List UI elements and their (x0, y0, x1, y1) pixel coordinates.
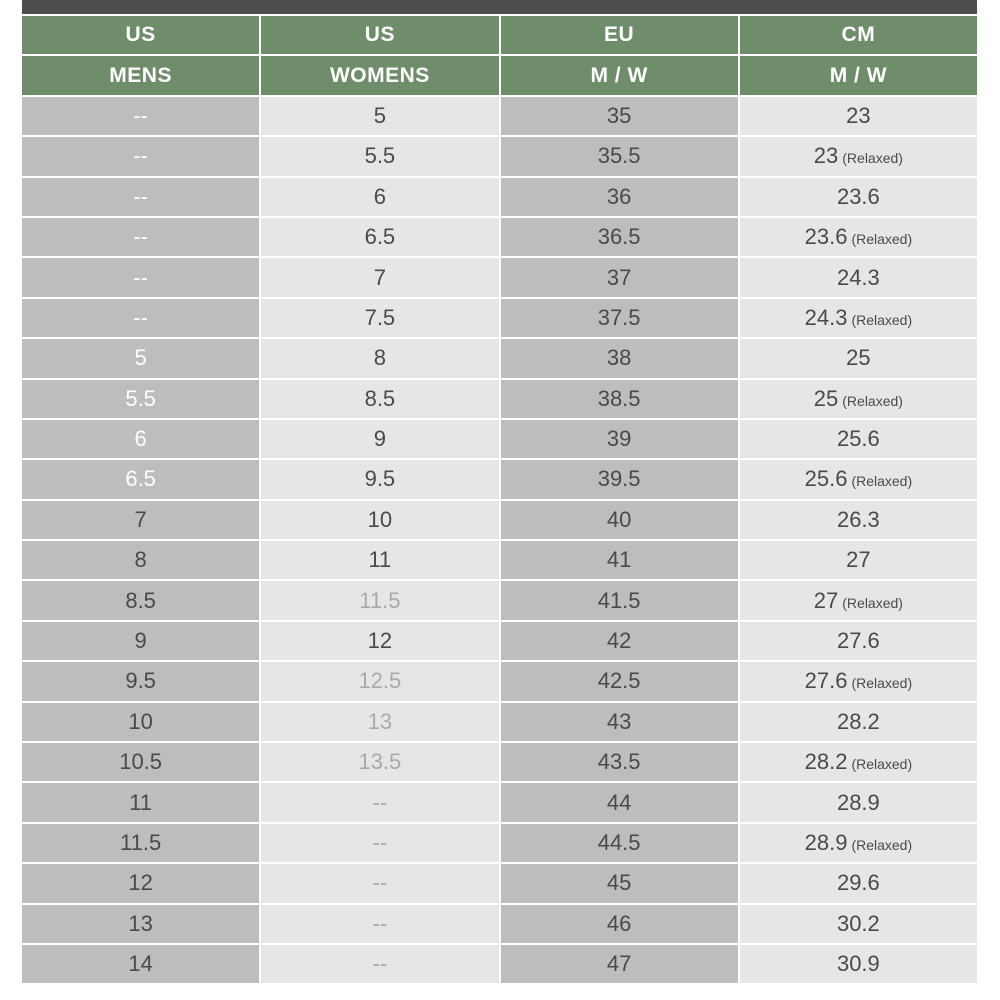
table-row (22, 460, 977, 498)
cell-cm (740, 622, 977, 660)
cm-value: 28.2 (804, 749, 848, 775)
cell-us-womens: 10 (261, 501, 498, 539)
cell-eu: 37 (501, 258, 738, 296)
header-womens: WOMENS (261, 56, 498, 94)
cm-value: 28.2 (836, 708, 880, 734)
table-row (22, 743, 977, 781)
cm-value: 23 (846, 102, 871, 128)
cell-cm (740, 137, 977, 175)
table-row (22, 905, 977, 943)
cell-cm (740, 703, 977, 741)
cell-cm (740, 420, 977, 458)
cell-us-womens: 7.5 (261, 299, 498, 337)
cell-us-womens: 11.5 (261, 581, 498, 619)
cell-us-mens: 10 (22, 703, 259, 741)
cell-cm (740, 218, 977, 256)
table-row (22, 97, 977, 135)
cell-us-womens: 8 (261, 339, 498, 377)
cell-us-mens: 9.5 (22, 662, 259, 700)
cell-eu: 39.5 (501, 460, 738, 498)
cm-value: 27 (813, 587, 839, 613)
cell-us-mens: 14 (22, 945, 259, 983)
relaxed-note: (Relaxed) (851, 675, 913, 692)
cm-value: 30.9 (836, 951, 880, 977)
table-row (22, 218, 977, 256)
cell-us-mens: 5 (22, 339, 259, 377)
cell-us-mens: 9 (22, 622, 259, 660)
cell-us-mens: -- (22, 299, 259, 337)
cell-cm (740, 945, 977, 983)
cell-cm (740, 339, 977, 377)
cell-us-womens: -- (261, 945, 498, 983)
table-row (22, 662, 977, 700)
cell-eu: 46 (501, 905, 738, 943)
cell-cm (740, 662, 977, 700)
top-bar (22, 0, 977, 14)
header-us-mens-top: US (22, 16, 259, 54)
cell-eu: 35.5 (501, 137, 738, 175)
cell-cm (740, 178, 977, 216)
cell-eu: 43 (501, 703, 738, 741)
cm-value: 26.3 (836, 506, 880, 532)
cell-cm (740, 581, 977, 619)
table-row (22, 501, 977, 539)
cell-eu: 38 (501, 339, 738, 377)
relaxed-note: (Relaxed) (851, 231, 913, 248)
cell-us-mens: 6.5 (22, 460, 259, 498)
cell-eu: 41.5 (501, 581, 738, 619)
cell-us-mens: 7 (22, 501, 259, 539)
cell-us-mens: 11 (22, 783, 259, 821)
table-row (22, 178, 977, 216)
cm-value: 25.6 (804, 466, 848, 492)
table-row (22, 581, 977, 619)
cm-value: 25 (813, 385, 839, 411)
cm-value: 28.9 (836, 789, 880, 815)
cm-value: 23.6 (804, 224, 848, 250)
table-row (22, 380, 977, 418)
table-row (22, 541, 977, 579)
cell-eu: 41 (501, 541, 738, 579)
cell-eu: 44 (501, 783, 738, 821)
cell-us-mens: -- (22, 218, 259, 256)
cell-us-mens: 6 (22, 420, 259, 458)
cm-value: 27 (846, 547, 871, 573)
cell-us-womens: 13 (261, 703, 498, 741)
cell-cm (740, 97, 977, 135)
header-eu-top: EU (501, 16, 738, 54)
cell-us-womens: -- (261, 905, 498, 943)
table-row (22, 420, 977, 458)
relaxed-note: (Relaxed) (842, 150, 903, 167)
size-chart-table (20, 14, 979, 985)
cell-us-womens: 13.5 (261, 743, 498, 781)
table-row (22, 339, 977, 377)
cm-value: 24.3 (836, 264, 880, 290)
header-row-2 (22, 56, 977, 94)
cm-value: 28.9 (804, 830, 848, 855)
cell-eu: 35 (501, 97, 738, 135)
cell-cm (740, 258, 977, 296)
table-row (22, 945, 977, 983)
header-us-womens-top: US (261, 16, 498, 54)
table-row (22, 258, 977, 296)
header-row-1 (22, 16, 977, 54)
cell-eu: 43.5 (501, 743, 738, 781)
cell-us-womens: -- (261, 783, 498, 821)
cm-value: 24.3 (804, 304, 848, 330)
cm-value: 29.6 (836, 870, 880, 896)
cell-us-womens: 11 (261, 541, 498, 579)
header-cm-top: CM (740, 16, 977, 54)
cell-us-womens: 6 (261, 178, 498, 216)
cell-cm (740, 501, 977, 539)
cell-us-mens: -- (22, 178, 259, 216)
cell-cm (740, 743, 977, 781)
cell-cm (740, 380, 977, 418)
cell-us-womens: 12 (261, 622, 498, 660)
cell-eu: 45 (501, 864, 738, 902)
cm-value: 23 (813, 143, 839, 169)
cell-eu: 42 (501, 622, 738, 660)
cell-cm (740, 299, 977, 337)
cm-value: 27.6 (804, 668, 848, 694)
cell-us-womens: 7 (261, 258, 498, 296)
cell-eu: 42.5 (501, 662, 738, 700)
cell-cm (740, 783, 977, 821)
relaxed-note: (Relaxed) (851, 756, 913, 773)
relaxed-note: (Relaxed) (851, 311, 913, 328)
cell-us-mens: 12 (22, 864, 259, 902)
cell-cm (740, 905, 977, 943)
cell-cm (740, 864, 977, 902)
cell-cm (740, 541, 977, 579)
size-rows (22, 97, 977, 984)
cm-value: 27.6 (836, 628, 880, 654)
cell-us-mens: 11.5 (22, 824, 259, 862)
cell-us-mens: 8 (22, 541, 259, 579)
table-row (22, 299, 977, 337)
cm-value: 25.6 (836, 426, 880, 452)
cell-us-womens: 5 (261, 97, 498, 135)
cell-us-womens: 8.5 (261, 380, 498, 418)
cm-value: 25 (846, 345, 871, 371)
cell-us-mens: 13 (22, 905, 259, 943)
cell-us-womens: 5.5 (261, 137, 498, 175)
cell-us-mens: 8.5 (22, 581, 259, 619)
header-eu-mw: M / W (501, 56, 738, 94)
cell-eu: 39 (501, 420, 738, 458)
table-row (22, 137, 977, 175)
cell-us-womens: 12.5 (261, 662, 498, 700)
cell-us-womens: 9 (261, 420, 498, 458)
cell-us-womens: 9.5 (261, 460, 498, 498)
cell-eu: 37.5 (501, 299, 738, 337)
cell-cm (740, 824, 977, 862)
table-row (22, 824, 977, 862)
table-row (22, 783, 977, 821)
relaxed-note: (Relaxed) (842, 594, 903, 611)
cm-value: 30.2 (836, 910, 880, 936)
relaxed-note: (Relaxed) (842, 392, 903, 409)
header-mens: MENS (22, 56, 259, 94)
cell-us-mens: 10.5 (22, 743, 259, 781)
cell-us-womens: 6.5 (261, 218, 498, 256)
table-row (22, 622, 977, 660)
cell-cm (740, 460, 977, 498)
cell-eu: 36.5 (501, 218, 738, 256)
cell-us-mens: -- (22, 258, 259, 296)
cell-eu: 44.5 (501, 824, 738, 862)
cell-eu: 47 (501, 945, 738, 983)
relaxed-note: (Relaxed) (851, 837, 913, 853)
relaxed-note: (Relaxed) (851, 473, 913, 490)
cell-us-mens: 5.5 (22, 380, 259, 418)
header-cm-mw: M / W (740, 56, 977, 94)
cell-us-womens: -- (261, 864, 498, 902)
cell-eu: 38.5 (501, 380, 738, 418)
cell-eu: 36 (501, 178, 738, 216)
cm-value: 23.6 (836, 183, 880, 209)
cell-us-womens: -- (261, 824, 498, 862)
cell-us-mens: -- (22, 97, 259, 135)
table-row (22, 703, 977, 741)
cell-eu: 40 (501, 501, 738, 539)
table-row (22, 864, 977, 902)
cell-us-mens: -- (22, 137, 259, 175)
